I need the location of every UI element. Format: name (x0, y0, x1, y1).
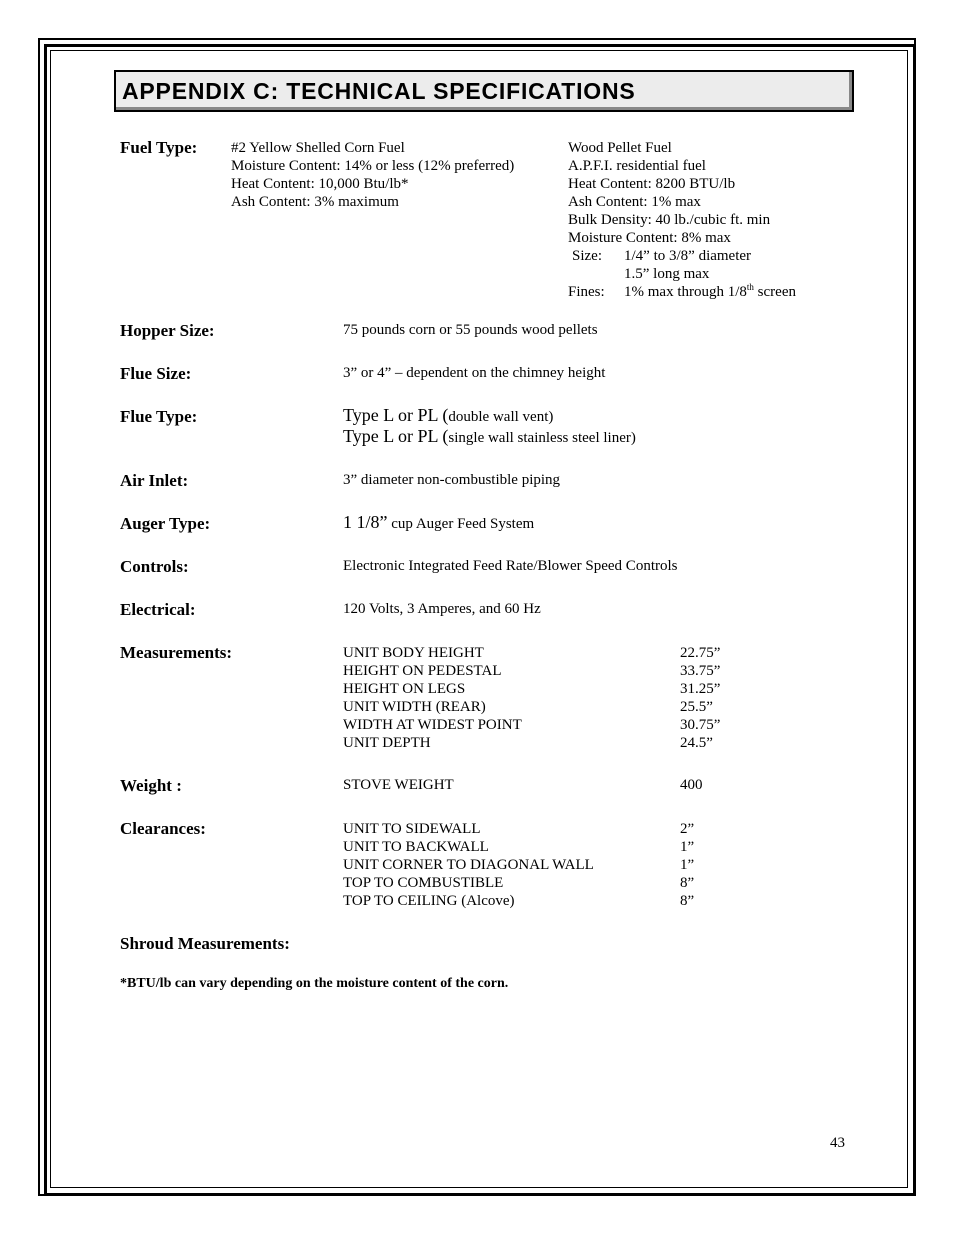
wood-size-label: Size: (572, 248, 602, 264)
wood-fines-value (624, 283, 796, 301)
clearance-value: 1” (680, 839, 695, 855)
flue-type-detail: single wall stainless steel liner) (448, 430, 636, 446)
weight-label: Weight : (120, 776, 182, 795)
fines-text: 1% max through 1/8 (624, 284, 747, 300)
hopper-size-label: Hopper Size: (120, 321, 215, 340)
clearance-value: 2” (680, 821, 695, 837)
measurement-value: 24.5” (680, 735, 713, 751)
wood-spec-line: Ash Content: 1% max (568, 194, 701, 210)
wood-fuel-specs (568, 139, 770, 247)
flue-type-detail: double wall vent) (448, 409, 554, 425)
shroud-measurements-label: Shroud Measurements: (120, 934, 290, 953)
flue-type-label: Flue Type: (120, 407, 198, 426)
measurement-name: WIDTH AT WIDEST POINT (343, 717, 522, 733)
auger-desc: cup Auger Feed System (387, 516, 535, 532)
weight-value: 400 (680, 777, 703, 793)
auger-type-label: Auger Type: (120, 514, 211, 533)
wood-spec-line: Moisture Content: 8% max (568, 230, 731, 246)
measurements-label: Measurements: (120, 643, 233, 662)
wood-spec-line: A.P.F.I. residential fuel (568, 158, 706, 174)
fines-text-end: screen (753, 284, 796, 300)
electrical-label: Electrical: (120, 600, 196, 619)
clearance-value: 1” (680, 857, 695, 873)
measurement-name: HEIGHT ON LEGS (343, 681, 466, 697)
wood-spec-line: Wood Pellet Fuel (568, 140, 672, 156)
air-inlet-value: 3” diameter non-combustible piping (343, 472, 561, 488)
wood-size-line-1: 1/4” to 3/8” diameter (624, 248, 752, 264)
clearance-value: 8” (680, 893, 695, 909)
wood-size-line-2: 1.5” long max (624, 266, 710, 282)
section-title-box (114, 70, 854, 112)
clearance-name: UNIT CORNER TO DIAGONAL WALL (343, 857, 594, 873)
auger-type-value (343, 512, 534, 533)
clearances-values (680, 820, 694, 910)
air-inlet-label: Air Inlet: (120, 471, 189, 490)
fines-superscript: th (746, 282, 754, 292)
flue-type-option-2 (343, 426, 636, 447)
measurement-name: UNIT WIDTH (REAR) (343, 699, 486, 715)
measurement-value: 33.75” (680, 663, 721, 679)
wood-spec-line: Bulk Density: 40 lb./cubic ft. min (568, 212, 771, 228)
flue-type-option-1 (343, 405, 553, 426)
flue-size-value: 3” or 4” – dependent on the chimney height (343, 365, 606, 381)
measurement-name: UNIT BODY HEIGHT (343, 645, 484, 661)
page-number: 43 (830, 1135, 845, 1151)
wood-spec-line: Heat Content: 8200 BTU/lb (568, 176, 736, 192)
measurement-value: 25.5” (680, 699, 713, 715)
measurement-value: 30.75” (680, 717, 721, 733)
measurement-name: UNIT DEPTH (343, 735, 431, 751)
fuel-type-label: Fuel Type: (120, 138, 198, 157)
hopper-size-value: 75 pounds corn or 55 pounds wood pellets (343, 322, 598, 338)
measurement-value: 31.25” (680, 681, 721, 697)
flue-type-main: Type L or PL ( (343, 405, 449, 425)
measurements-values (680, 644, 720, 752)
controls-label: Controls: (120, 557, 189, 576)
corn-spec-line: Ash Content: 3% maximum (231, 194, 399, 210)
controls-value: Electronic Integrated Feed Rate/Blower Speed Controls (343, 558, 678, 574)
clearances-label: Clearances: (120, 819, 206, 838)
clearance-name: UNIT TO SIDEWALL (343, 821, 481, 837)
flue-type-main: Type L or PL ( (343, 426, 449, 446)
corn-spec-line: Moisture Content: 14% or less (12% preferred) (231, 158, 515, 174)
footnote: *BTU/lb can vary depending on the moisture content of the corn. (120, 976, 509, 991)
weight-name: STOVE WEIGHT (343, 777, 454, 793)
flue-size-label: Flue Size: (120, 364, 192, 383)
electrical-value: 120 Volts, 3 Amperes, and 60 Hz (343, 601, 541, 617)
section-title: APPENDIX C: TECHNICAL SPECIFICATIONS (122, 78, 636, 104)
clearances-names (343, 820, 594, 910)
clearance-name: TOP TO CEILING (Alcove) (343, 893, 515, 909)
measurement-value: 22.75” (680, 645, 721, 661)
auger-size: 1 1/8” (343, 512, 388, 532)
measurements-names (343, 644, 522, 752)
corn-spec-line: Heat Content: 10,000 Btu/lb* (231, 176, 409, 192)
measurement-name: HEIGHT ON PEDESTAL (343, 663, 502, 679)
wood-fines-label: Fines: (568, 284, 605, 300)
corn-spec-line: #2 Yellow Shelled Corn Fuel (231, 140, 405, 156)
corn-fuel-specs (231, 139, 514, 211)
clearance-name: TOP TO COMBUSTIBLE (343, 875, 504, 891)
clearance-name: UNIT TO BACKWALL (343, 839, 489, 855)
clearance-value: 8” (680, 875, 695, 891)
